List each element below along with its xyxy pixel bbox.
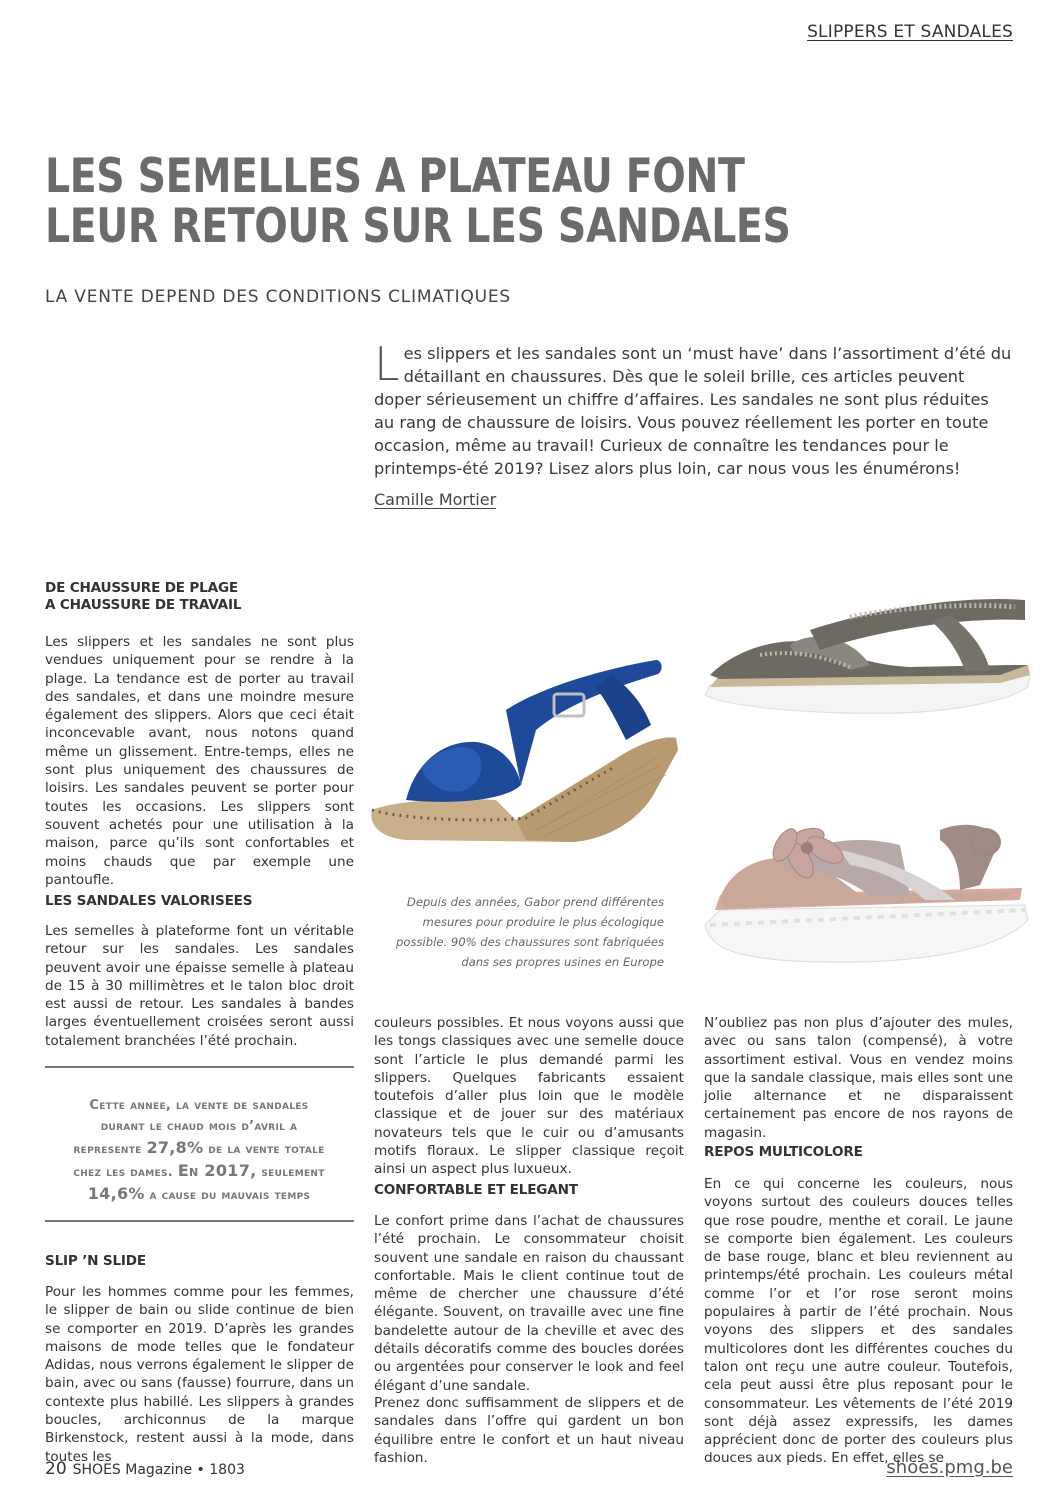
col2-paragraph-3: Prenez donc suffisamment de slippers et de sandales dans l’offre qui gardent un bon équilibre entre le confort et un haut niveau fashion. xyxy=(374,1395,684,1466)
heading-slip-n-slide: SLIP ’N SLIDE xyxy=(45,1253,146,1269)
pullquote-rule-top xyxy=(45,1066,354,1068)
heading-repos-multicolore: REPOS MULTICOLORE xyxy=(704,1144,863,1160)
intro-paragraph: Les slippers et les sandales sont un ‘must have’ dans l’assortiment d’été du détaillant en chaussures. Dès que le soleil brille, ces articles peuvent doper sérieusement un chiffre d’affaires. Les sandales ne sont plus réduites au rang de chaussure de loisirs. Vous pouvez réellement les porter en toute occasion, même au travail! Curieux de connaître les tendances pour le printemps-été 2019? Lisez alors plus loin, car nous vous les énumérons! xyxy=(374,337,1012,478)
section-label: SLIPPERS ET SANDALES xyxy=(807,22,1013,42)
col3-paragraph-1: N’oubliez pas non plus d’ajouter des mules, avec ou sans talon (compensé), à votre assortiment estival. Vous en vendez moins que la sandale classique, mais elles sont une jolie alternance et ne disparaissent certainement pas encore de nos rayons de magasin. xyxy=(704,1015,1013,1141)
col3-paragraph-2: En ce qui concerne les couleurs, nous voyons surtout des couleurs douces telles que rose poudre, menthe et corail. Le jaune se comporte bien également. Les couleurs de base rouge, blanc et bleu reviennent au printemps/été prochain. Les couleurs métal comme l’or et l’or rose seront moins populaires à partir de l’été prochain. Nous voyons des slippers et des sandales multicolores dont les différentes couches du talon ont reçu une autre couleur. Toutefois, cela peut aussi être plus reposant pour le consommateur. Les vêtements de l’été 2019 sont déjà assez expressifs, les dames apprécient donc de porter des couleurs plus douces aux pieds. En effet, elles se xyxy=(704,1176,1013,1467)
article-subtitle: LA VENTE DEPEND DES CONDITIONS CLIMATIQUES xyxy=(45,287,512,307)
col1-paragraph-3: Pour les hommes comme pour les femmes, le slipper de bain ou slide continue de bien se comporter en 2019. D’après les grandes maisons de mode telles que le fondateur Adidas, nous verrons également le slipper de bain, avec ou sans (fausse) fourrure, dans un contexte plus habillé. Les slippers à grandes boucles, archiconnus de la marque Birkenstock, restent aussi à la mode, dans toutes les xyxy=(45,1284,354,1465)
col1-paragraph-2: Les semelles à plateforme font un véritable retour sur les sandales. Les sandales peuvent avoir une épaisse semelle à plateau de 15 à 30 millimètres et le talon bloc droit est aussi de retour. Les sandales à bandes larges éventuellement croisées seront aussi totalement branchées l’été prochain. xyxy=(45,923,354,1049)
website-link[interactable]: shoes.pmg.be xyxy=(886,1457,1013,1478)
drop-cap: L xyxy=(374,337,400,391)
col2-paragraph-1: couleurs possibles. Et nous voyons aussi que les tongs classiques avec une semelle douce sont l’article le plus demandé parmi les slippers. Quelques fabricants essaient toutefois d’aller plus loin que le modèle classique et de jouer sur des matériaux novateurs tels que le cuir ou d’amusants motifs floraux. Le slipper classique reçoit ainsi un aspect plus luxueux. xyxy=(374,1015,684,1178)
page-number: 20 xyxy=(45,1459,67,1479)
pullquote-rule-bottom xyxy=(45,1220,354,1222)
pullquote: Cette annee, la vente de sandales durant le chaud mois d’avril a represente 27,8% de la vente totale chez les dames. En 2017, seulement 14,6% a cause du mauvais temps xyxy=(73,1098,325,1203)
heading-beach-to-work: DE CHAUSSURE DE PLAGE A CHAUSSURE DE TRAVAIL xyxy=(45,580,242,613)
footer-page-info xyxy=(45,1459,245,1479)
magazine-issue: SHOES Magazine • 1803 xyxy=(72,1462,245,1478)
rose-gold-flower-sandal-image xyxy=(700,800,1032,970)
image-caption: Depuis des années, Gabor prend différentes mesures pour produire le plus écologique possible. 90% des chaussures sont fabriquées dans ses propres usines en Europe xyxy=(396,895,664,969)
col2-paragraph-2: Le confort prime dans l’achat de chaussures l’été prochain. Le consommateur choisit souvent une sandale en raison du chaussant confortable. Mais le client continue tout de même de chercher une chaussure d’été élégante. Souvent, on travaille avec une fine bandelette autour de la cheville et avec des détails décoratifs comme des boucles dorées ou argentées pour conserver le look and feel élégant d’une sandale. xyxy=(374,1213,684,1394)
blue-wedge-sandal-image xyxy=(366,650,682,850)
heading-confortable-elegant: CONFORTABLE ET ELEGANT xyxy=(374,1182,578,1198)
heading-sandales-valorisees: LES SANDALES VALORISEES xyxy=(45,893,253,909)
author-byline: Camille Mortier xyxy=(374,490,497,509)
grey-platform-sandal-image xyxy=(700,575,1032,725)
col1-paragraph-1: Les slippers et les sandales ne sont plus vendues uniquement pour se rendre à la plage. La tendance est de porter au travail des sandales, et dans une moindre mesure également des slippers. Alors que ceci était inconcevable avant, nous notons quand même un glissement. Entre-temps, elles ne sont plus uniquement des chaussures de loisirs. Les sandales peuvent se porter pour toutes les occasions. Les slippers sont souvent achetés pour une utilisation à la maison, parce qu’ils sont confortables et moins chauds que par exemple une pantoufle. xyxy=(45,634,354,888)
article-title: LES SEMELLES A PLATEAU FONT LEUR RETOUR SUR LES SANDALES xyxy=(45,149,791,254)
